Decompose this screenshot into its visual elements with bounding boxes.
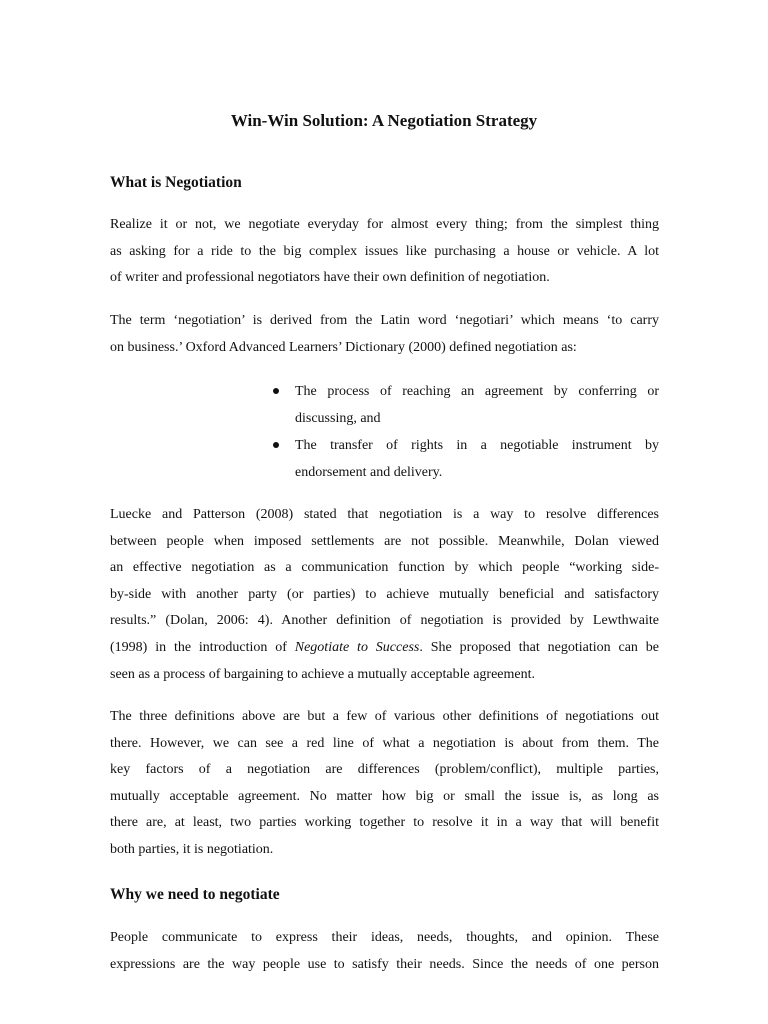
list-item-line: The transfer of rights in a negotiable instrument by [295, 438, 659, 453]
bullet-icon [273, 442, 279, 448]
list-item [270, 432, 659, 486]
paragraph-line: by-side with another party (or parties) to achieve mutually beneficial and satisfactory [110, 586, 659, 602]
bullet-icon [273, 388, 279, 394]
paragraph-1 [110, 212, 659, 292]
paragraph-line-with-citation [110, 635, 659, 662]
paragraph-line: as asking for a ride to the big complex issues like purchasing a house or vehicle. A lot [110, 243, 659, 259]
list-item-line: endorsement and delivery. [295, 465, 443, 480]
paragraph-line: of writer and professional negotiators have their own definition of negotiation. [110, 270, 550, 286]
section-heading-what-is-negotiation: What is Negotiation [110, 174, 242, 191]
list-item-line: The process of reaching an agreement by conferring or [295, 384, 659, 399]
paragraph-line: Luecke and Patterson (2008) stated that negotiation is a way to resolve differences [110, 507, 659, 522]
paragraph-line: between people when imposed settlements are not possible. Meanwhile, Dolan viewed [110, 533, 659, 549]
paragraph-line: mutually acceptable agreement. No matter how big or small the issue is, as long as [110, 788, 659, 804]
list-item [270, 378, 659, 432]
paragraph-line: results.” (Dolan, 2006: 4). Another definition of negotiation is provided by Lewthwaite [110, 613, 659, 629]
paragraph-line: The three definitions above are but a few of various other definitions of negotiations out [110, 709, 659, 724]
paragraph-4 [110, 704, 659, 864]
paragraph-text: . She proposed that negotiation can be [419, 639, 659, 655]
paragraph-line: there. However, we can see a red line of what a negotiation is about from them. The [110, 735, 659, 751]
paragraph-line: expressions are the way people use to satisfy their needs. Since the needs of one person [110, 956, 659, 972]
list-item-line: discussing, and [295, 411, 381, 426]
paragraph-line: key factors of a negotiation are differences (problem/conflict), multiple parties, [110, 762, 659, 778]
paragraph-line: an effective negotiation as a communication function by which people “working side- [110, 560, 659, 576]
paragraph-line: there are, at least, two parties working together to resolve it in a way that will benefit [110, 815, 659, 831]
paragraph-text: (1998) in the introduction of [110, 639, 295, 655]
paragraph-line: Realize it or not, we negotiate everyday for almost every thing; from the simplest thing [110, 217, 659, 232]
definition-list [270, 378, 659, 486]
section-heading-why-negotiate: Why we need to negotiate [110, 886, 280, 903]
paragraph-line: both parties, it is negotiation. [110, 841, 274, 857]
paragraph-line: on business.’ Oxford Advanced Learners’ Dictionary (2000) defined negotiation as: [110, 339, 577, 355]
paragraph-line: The term ‘negotiation’ is derived from the Latin word ‘negotiari’ which means ‘to carry [110, 313, 659, 328]
paragraph-2 [110, 308, 659, 361]
paragraph-3 [110, 502, 659, 688]
paragraph-line: People communicate to express their ideas, needs, thoughts, and opinion. These [110, 930, 659, 945]
paragraph-line: seen as a process of bargaining to achieve a mutually acceptable agreement. [110, 666, 535, 682]
document-title: Win-Win Solution: A Negotiation Strategy [230, 111, 538, 130]
paragraph-5 [110, 925, 659, 978]
book-title: Negotiate to Success [294, 639, 420, 655]
